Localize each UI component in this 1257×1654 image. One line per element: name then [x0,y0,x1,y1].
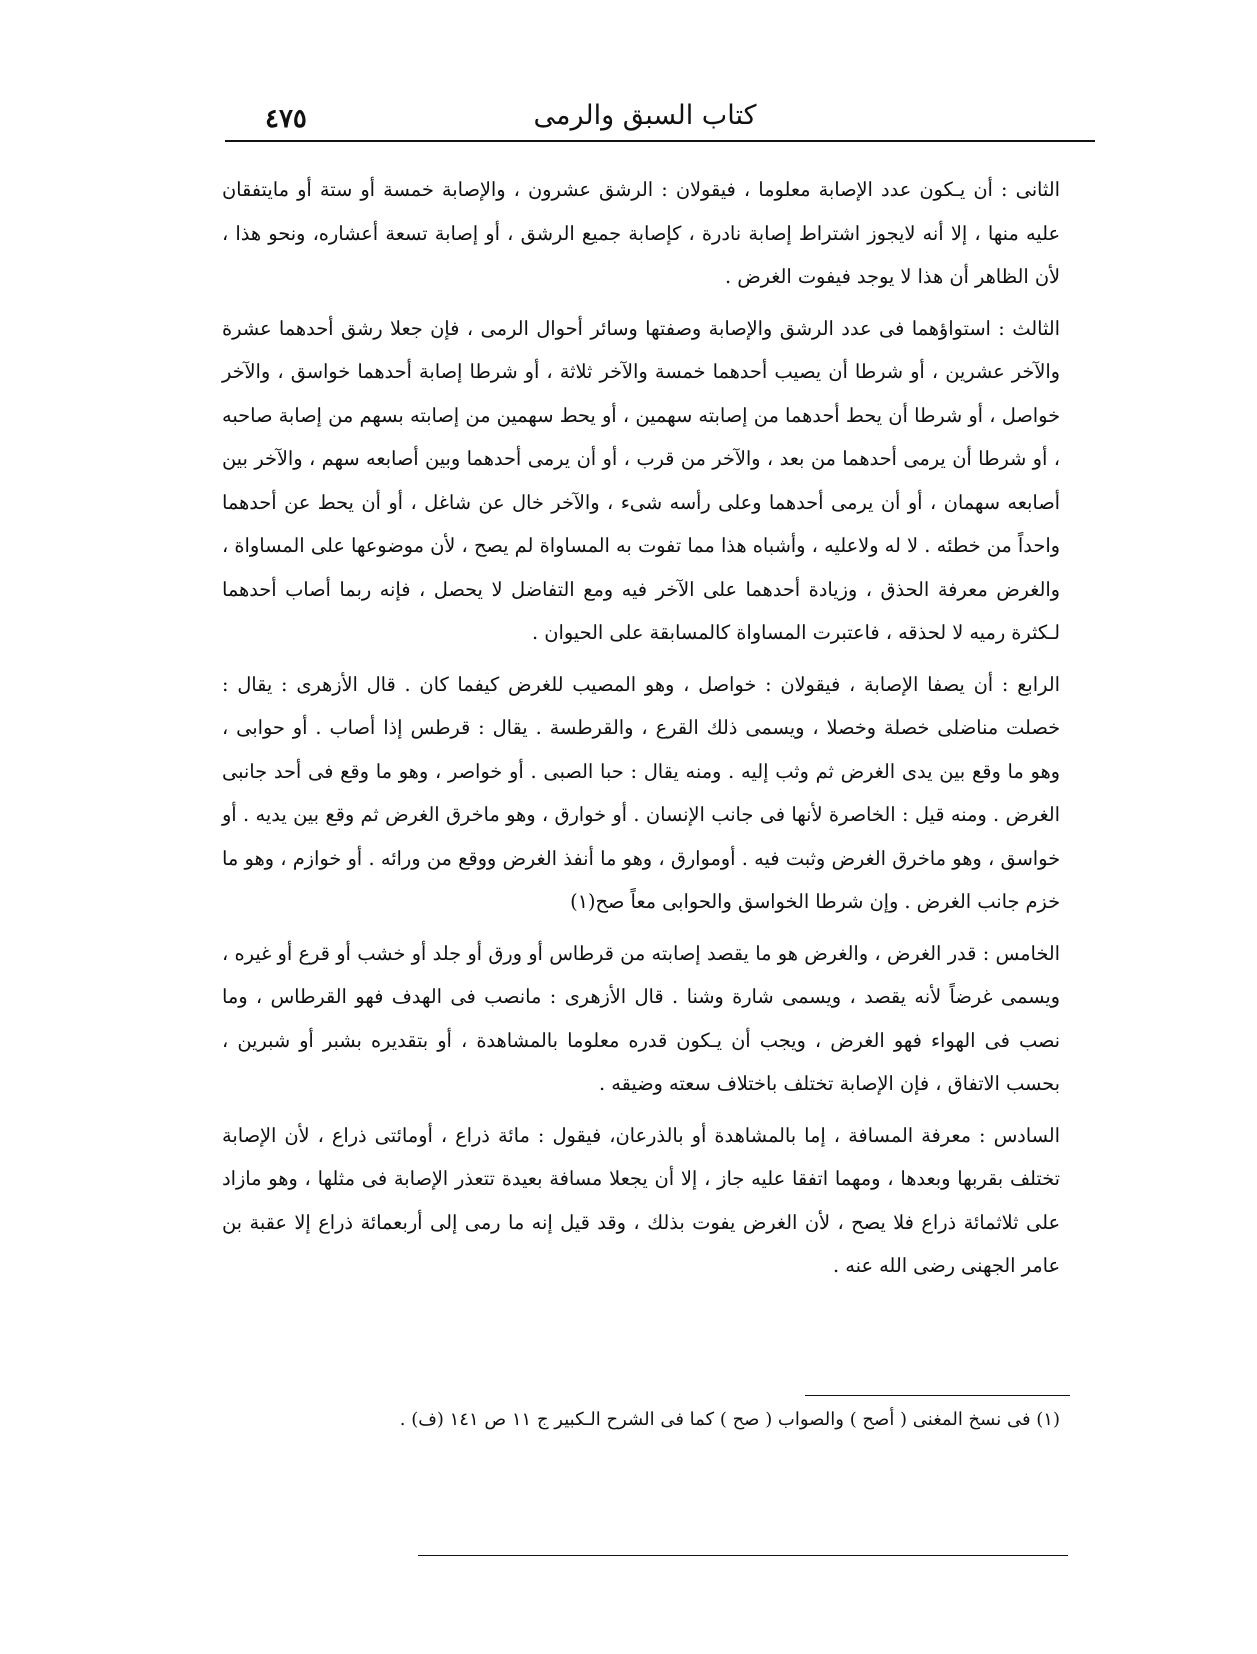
page-header [225,96,1065,144]
body-text [222,168,1060,1296]
header-rule [225,140,1095,142]
paragraph-fourth-condition: الرابع : أن يصفا الإصابة ، فيقولان : خواصل ، وهو المصيب للغرض كيفما كان . قال الأزهرى : يقال : خصلت مناضلى خصلة وخصلا ، ويسمى ذلك القرع ، والقرطسة . يقال : قرطس إذا أصاب . أو حوابى ، وهو ما وقع بين يدى الغرض ثم وثب إليه . ومنه يقال : حبا الصبى . أو خواصر ، وهو ما وقع فى أحد جانبى الغرض . ومنه قيل : الخاصرة لأنها فى جانب الإنسان . أو خوارق ، وهو ماخرق الغرض ثم وقع بين يديه . أو خواسق ، وهو ماخرق الغرض وثبت فيه . أوموارق ، وهو ما أنفذ الغرض ووقع من ورائه . أو خوازم ، وهو ما خزم جانب الغرض . وإن شرطا الخواسق والحوابى معاً صح(١) [222,672,1060,913]
paragraph-third-condition: الثالث : استواؤهما فى عدد الرشق والإصابة وصفتها وسائر أحوال الرمى ، فإن جعلا رشق أحدهما عشرة والآخر عشرين ، أو شرطا أن يصيب أحدهما خمسة والآخر ثلاثة ، أو شرطا إصابة أحدهما خواسق ، والآخر خواصل ، أو شرطا أن يحط أحدهما من إصابته سهمين ، أو يحط سهمين من إصابته بسهم من إصابة صاحبه ، أو شرطا أن يرمى أحدهما من بعد ، والآخر من قرب ، أو أن يرمى أحدهما وبين أصابعه سهم ، والآخر بين أصابعه سهمان ، أو أن يرمى أحدهما وعلى رأسه شىء ، والآخر خال عن شاغل ، أو أن يحط عن أحدهما واحداً من خطئه . لا له ولاعليه ، وأشباه هذا مما تفوت به المساواة لم يصح ، لأن موضوعها على المساواة ، والغرض معرفة الحذق ، وزيادة أحدهما على الآخر فيه ومع التفاضل لا يحصل ، فإنه ربما أصاب أحدهما لـكثرة رميه لا لحذقه ، فاعتبرت المساواة كالمسابقة على الحيوان . [222,316,1060,644]
footnote-rule [805,1395,1070,1396]
page-number: ٤٧٥ [265,104,307,134]
paragraph-fifth-condition: الخامس : قدر الغرض ، والغرض هو ما يقصد إصابته من قرطاس أو ورق أو جلد أو خشب أو قرع أو غيره ، ويسمى غرضاً لأنه يقصد ، ويسمى شارة وشنا . قال الأزهرى : مانصب فى الهدف فهو القرطاس ، وما نصب فى الهواء فهو الغرض ، ويجب أن يـكون قدره معلوما بالمشاهدة ، أو بتقديره بشبر أو شبرين ، بحسب الاتفاق ، فإن الإصابة تختلف باختلاف سعته وضيقه . [222,941,1060,1095]
paragraph-sixth-condition: السادس : معرفة المسافة ، إما بالمشاهدة أو بالذرعان، فيقول : مائة ذراع ، أومائتى ذراع ، لأن الإصابة تختلف بقربها وبعدها ، ومهما اتفقا عليه جاز ، إلا أن يجعلا مسافة بعيدة تتعذر الإصابة فى مثلها ، وهو مازاد على ثلاثمائة ذراع فلا يصح ، لأن الغرض يفوت بذلك ، وقد قيل إنه ما رمى إلى أربعمائة ذراع إلا عقبة بن عامر الجهنى رضى الله عنه . [222,1123,1060,1277]
bottom-rule [418,1555,1068,1556]
running-title: كتاب السبق والرمى [533,100,757,131]
footnote: (١) فى نسخ المغنى ( أصح ) والصواب ( صح ) كما فى الشرح الـكبير ج ١١ ص ١٤١ (ف) . [399,1409,1060,1430]
paragraph-second-condition: الثانى : أن يـكون عدد الإصابة معلوما ، فيقولان : الرشق عشرون ، والإصابة خمسة أو ستة أو مايتفقان عليه منها ، إلا أنه لايجوز اشتراط إصابة نادرة ، كإصابة جميع الرشق ، أو إصابة تسعة أعشاره، ونحو هذا ، لأن الظاهر أن هذا لا يوجد فيفوت الغرض . [222,178,1060,288]
